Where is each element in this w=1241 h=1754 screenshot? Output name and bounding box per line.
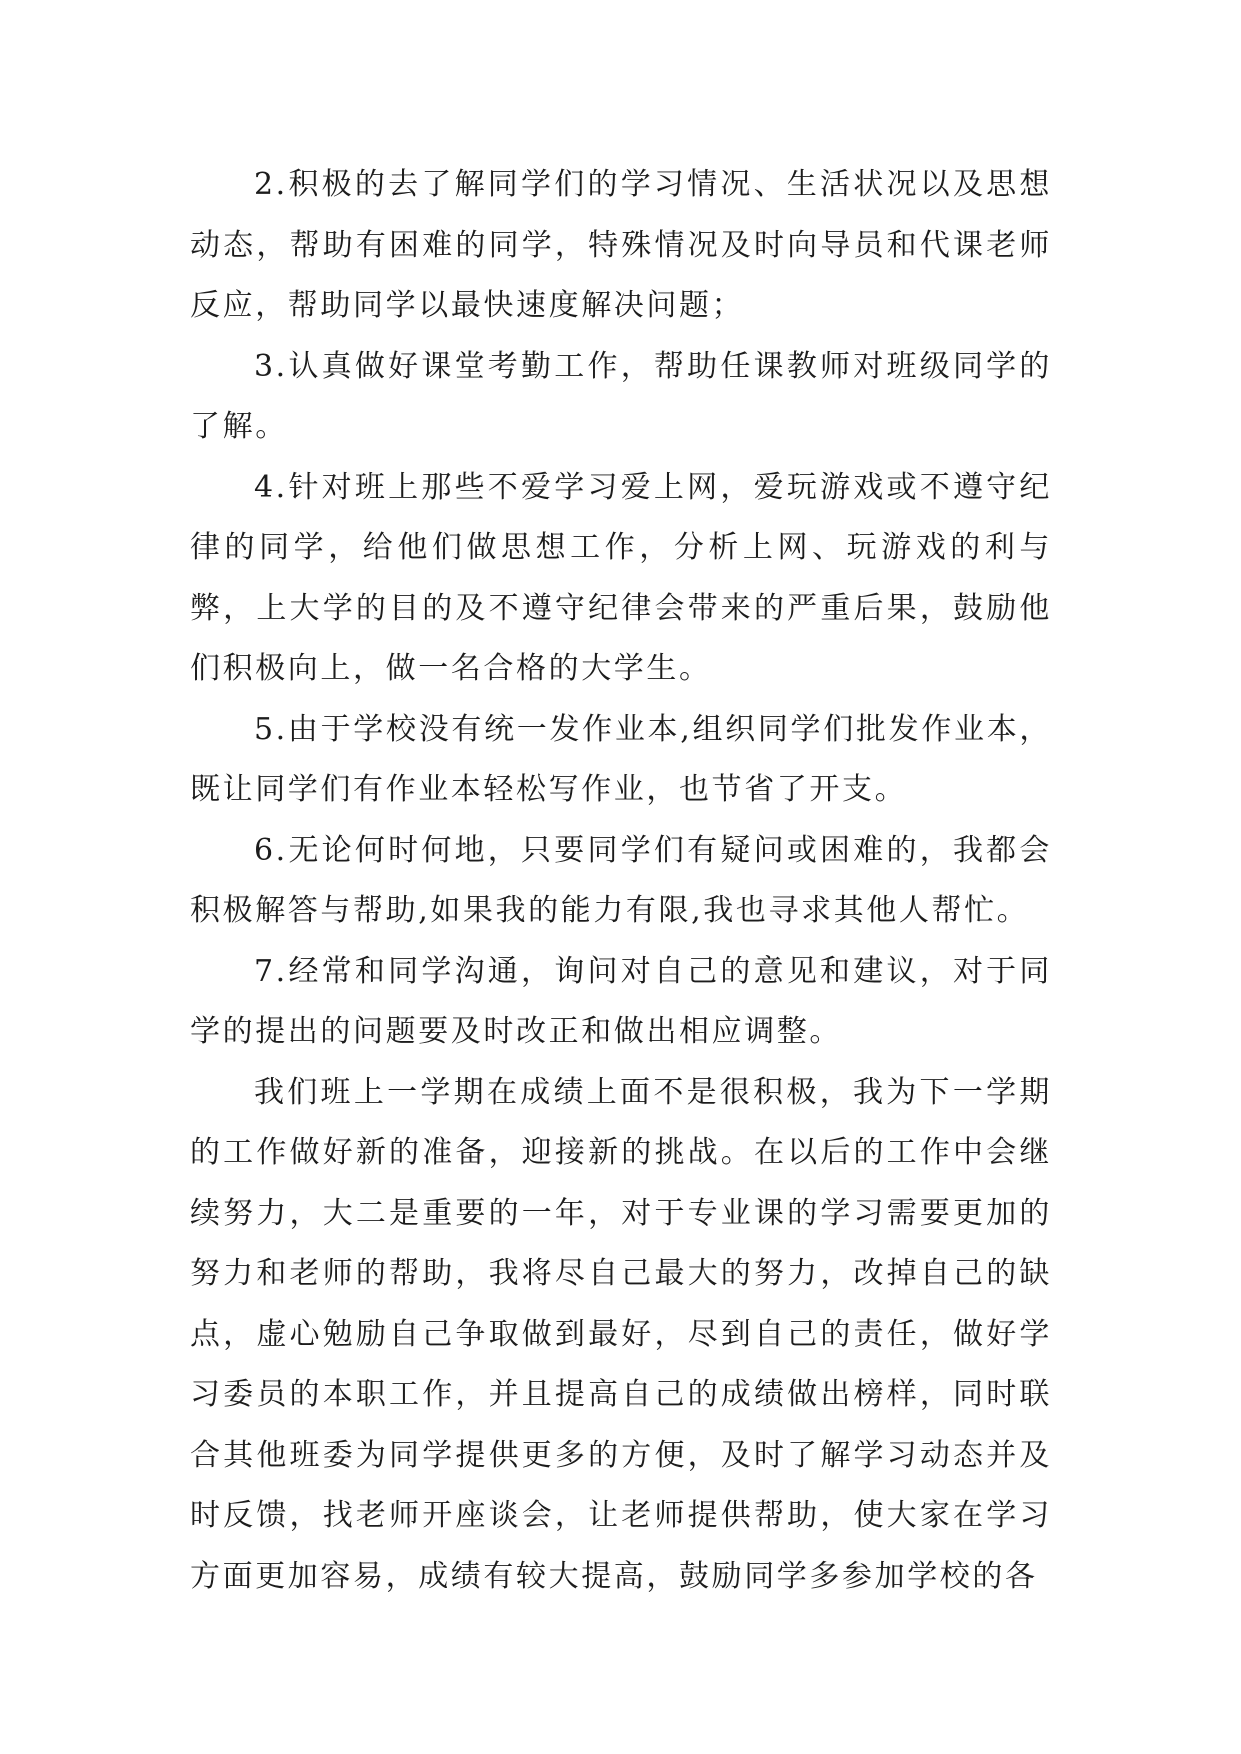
paragraph-item-7: 7.经常和同学沟通，询问对自己的意见和建议，对于同学的提出的问题要及时改正和做出相应调整。 <box>190 953 1052 1049</box>
paragraph-summary: 我们班上一学期在成绩上面不是很积极，我为下一学期的工作做好新的准备，迎接新的挑战。在以后的工作中会继续努力，大二是重要的一年，对于专业课的学习需要更加的努力和老师的帮助，我将尽自己最大的努力，改掉自己的缺点，虚心勉励自己争取做到最好，尽到自己的责任，做好学习委员的本职工作，并且提高自己的成绩做出榜样，同时联合其他班委为同学提供更多的方便，及时了解学习动态并及时反馈，找老师开座谈会，让老师提供帮助，使大家在学习方面更加容易，成绩有较大提高，鼓励同学多参加学校的各 <box>190 1074 1052 1594</box>
paragraph-item-5: 5.由于学校没有统一发作业本,组织同学们批发作业本，既让同学们有作业本轻松写作业，也节省了开支。 <box>190 711 1052 807</box>
paragraph-item-6: 6.无论何时何地，只要同学们有疑问或困难的，我都会积极解答与帮助,如果我的能力有限,我也寻求其他人帮忙。 <box>190 832 1052 928</box>
paragraph-item-2: 2.积极的去了解同学们的学习情况、生活状况以及思想动态，帮助有困难的同学，特殊情况及时向导员和代课老师反应，帮助同学以最快速度解决问题； <box>190 167 1052 323</box>
paragraph-item-4: 4.针对班上那些不爱学习爱上网，爱玩游戏或不遵守纪律的同学，给他们做思想工作，分析上网、玩游戏的利与弊，上大学的目的及不遵守纪律会带来的严重后果，鼓励他们积极向上，做一名合格的大学生。 <box>190 469 1052 686</box>
paragraph-item-3: 3.认真做好课堂考勤工作，帮助任课教师对班级同学的了解。 <box>190 348 1052 444</box>
document-body <box>190 155 1052 1607</box>
